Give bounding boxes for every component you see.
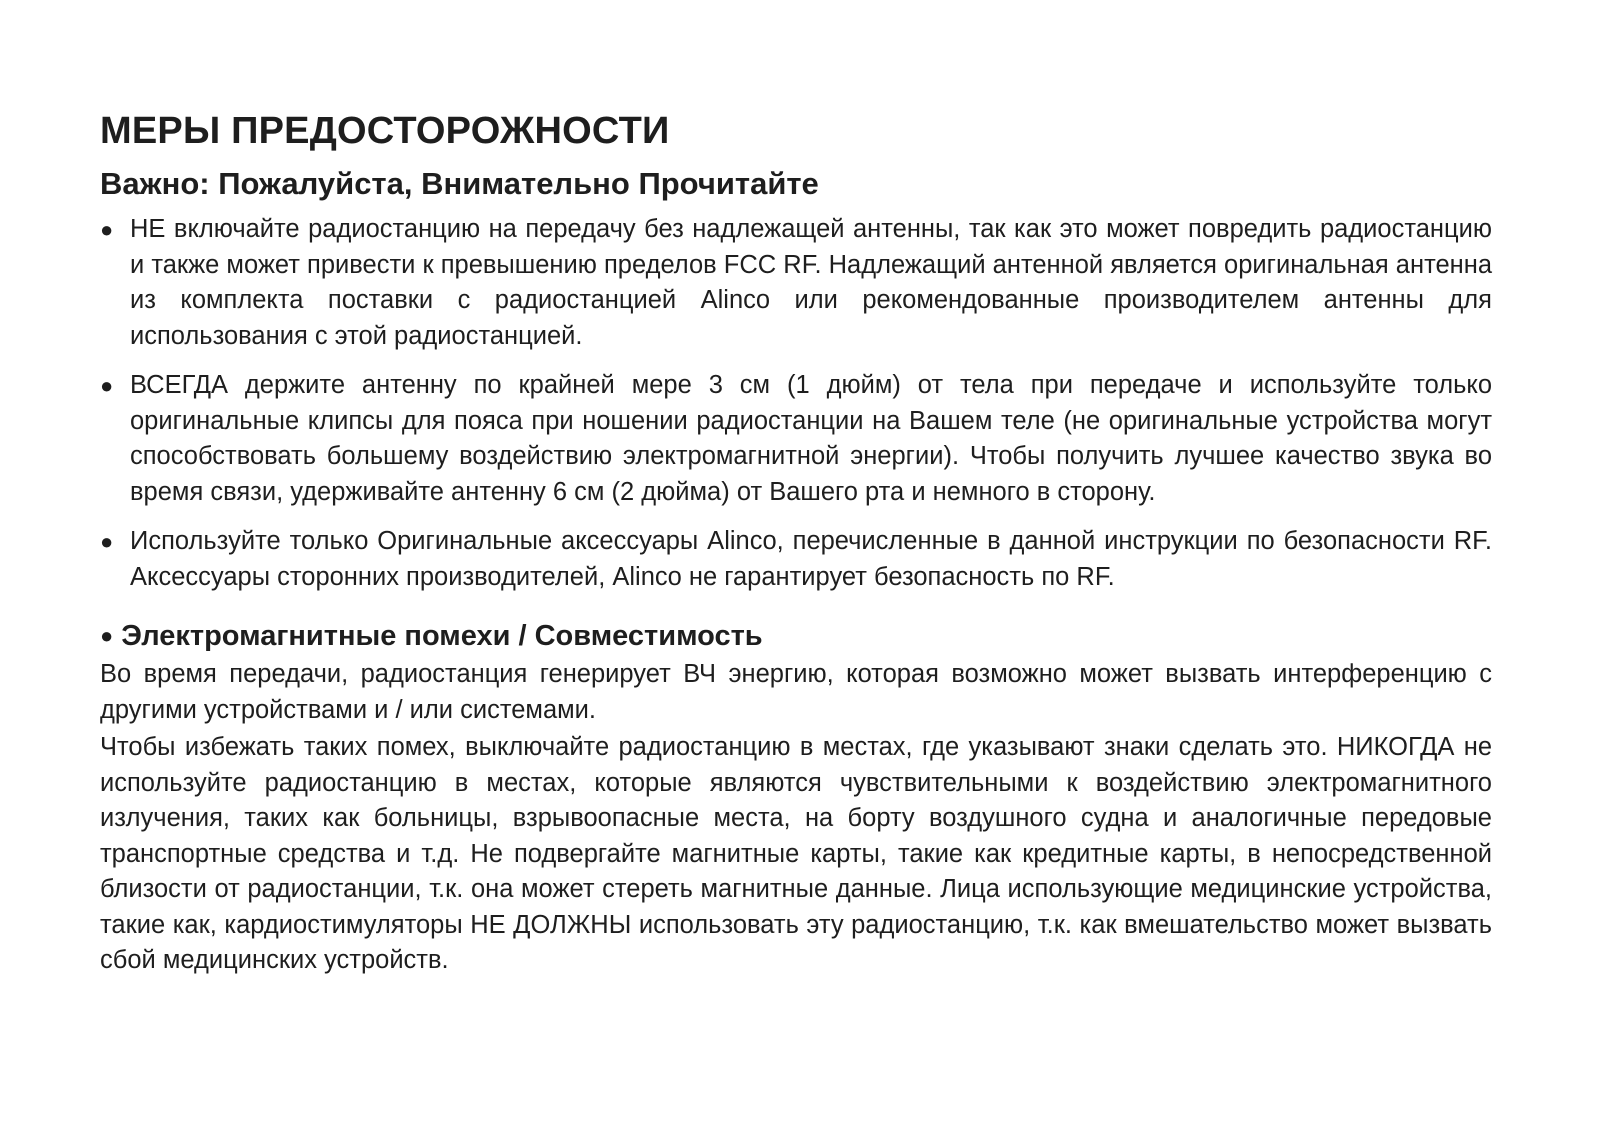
bullet-icon: ● — [100, 529, 114, 554]
precaution-text: ВСЕГДА держите антенну по крайней мере 3 см (1 дюйм) от тела при передаче и используйте только оригинальные клипсы для пояса при ношении радиостанции на Вашем теле (не оригинальные устройства могут способствовать большему воздействию электромагнитной энергии). Чтобы получить лучшее качество звука во время связи, удерживайте антенну 6 см (2 дюйма) от Вашего рта и немного в сторону. — [130, 371, 1492, 506]
document-page — [100, 108, 1492, 981]
precaution-item-accessories — [100, 524, 1492, 595]
bullet-icon: ● — [100, 623, 114, 648]
bullet-icon: ● — [100, 373, 114, 398]
bullet-icon: ● — [100, 217, 114, 242]
precautions-list — [100, 212, 1492, 595]
precaution-item-distance — [100, 368, 1492, 510]
section-paragraph: Чтобы избежать таких помех, выключайте радиостанцию в местах, где указывают знаки сделать это. НИКОГДА не используйте радиостанцию в местах, которые являются чувствительными к воздействию электромагнитного излучения, таких как больницы, взрывоопасные места, на борту воздушного судна и аналогичные передовые транспортные средства и т.д. Не подвергайте магнитные карты, такие как кредитные карты, в непосредственной близости от радиостанции, т.к. она может стереть магнитные данные. Лица использующие медицинские устройства, такие как, кардиостимуляторы НЕ ДОЛЖНЫ использовать эту радиостанцию, т.к. как вмешательство может вызвать сбой медицинских устройств. — [100, 733, 1492, 974]
section-heading-text: Электромагнитные помехи / Совместимость — [121, 620, 763, 652]
page-title: МЕРЫ ПРЕДОСТОРОЖНОСТИ — [100, 110, 670, 152]
precaution-text: НЕ включайте радиостанцию на передачу без надлежащей антенны, так как это может повредить радиостанцию и также может привести к превышению пределов FCC RF. Надлежащий антенной является оригинальная антенна из комплекта поставки с радиостанцией Alinco или рекомендованные производителем антенны для использования с этой радиостанцией. — [130, 215, 1492, 350]
precaution-item-antenna — [100, 212, 1492, 354]
precaution-text: Используйте только Оригинальные аксессуары Alinco, перечисленные в данной инструкции по безопасности RF. Аксессуары сторонних производителей, Alinco не гарантирует безопасность по RF. — [130, 527, 1492, 591]
page-subtitle: Важно: Пожалуйста, Внимательно Прочитайте — [100, 166, 819, 201]
section-heading-emi — [100, 617, 1492, 655]
section-paragraph: Во время передачи, радиостанция генерирует ВЧ энергию, которая возможно может вызвать интерференцию с другими устройствами и / или системами. — [100, 660, 1492, 724]
